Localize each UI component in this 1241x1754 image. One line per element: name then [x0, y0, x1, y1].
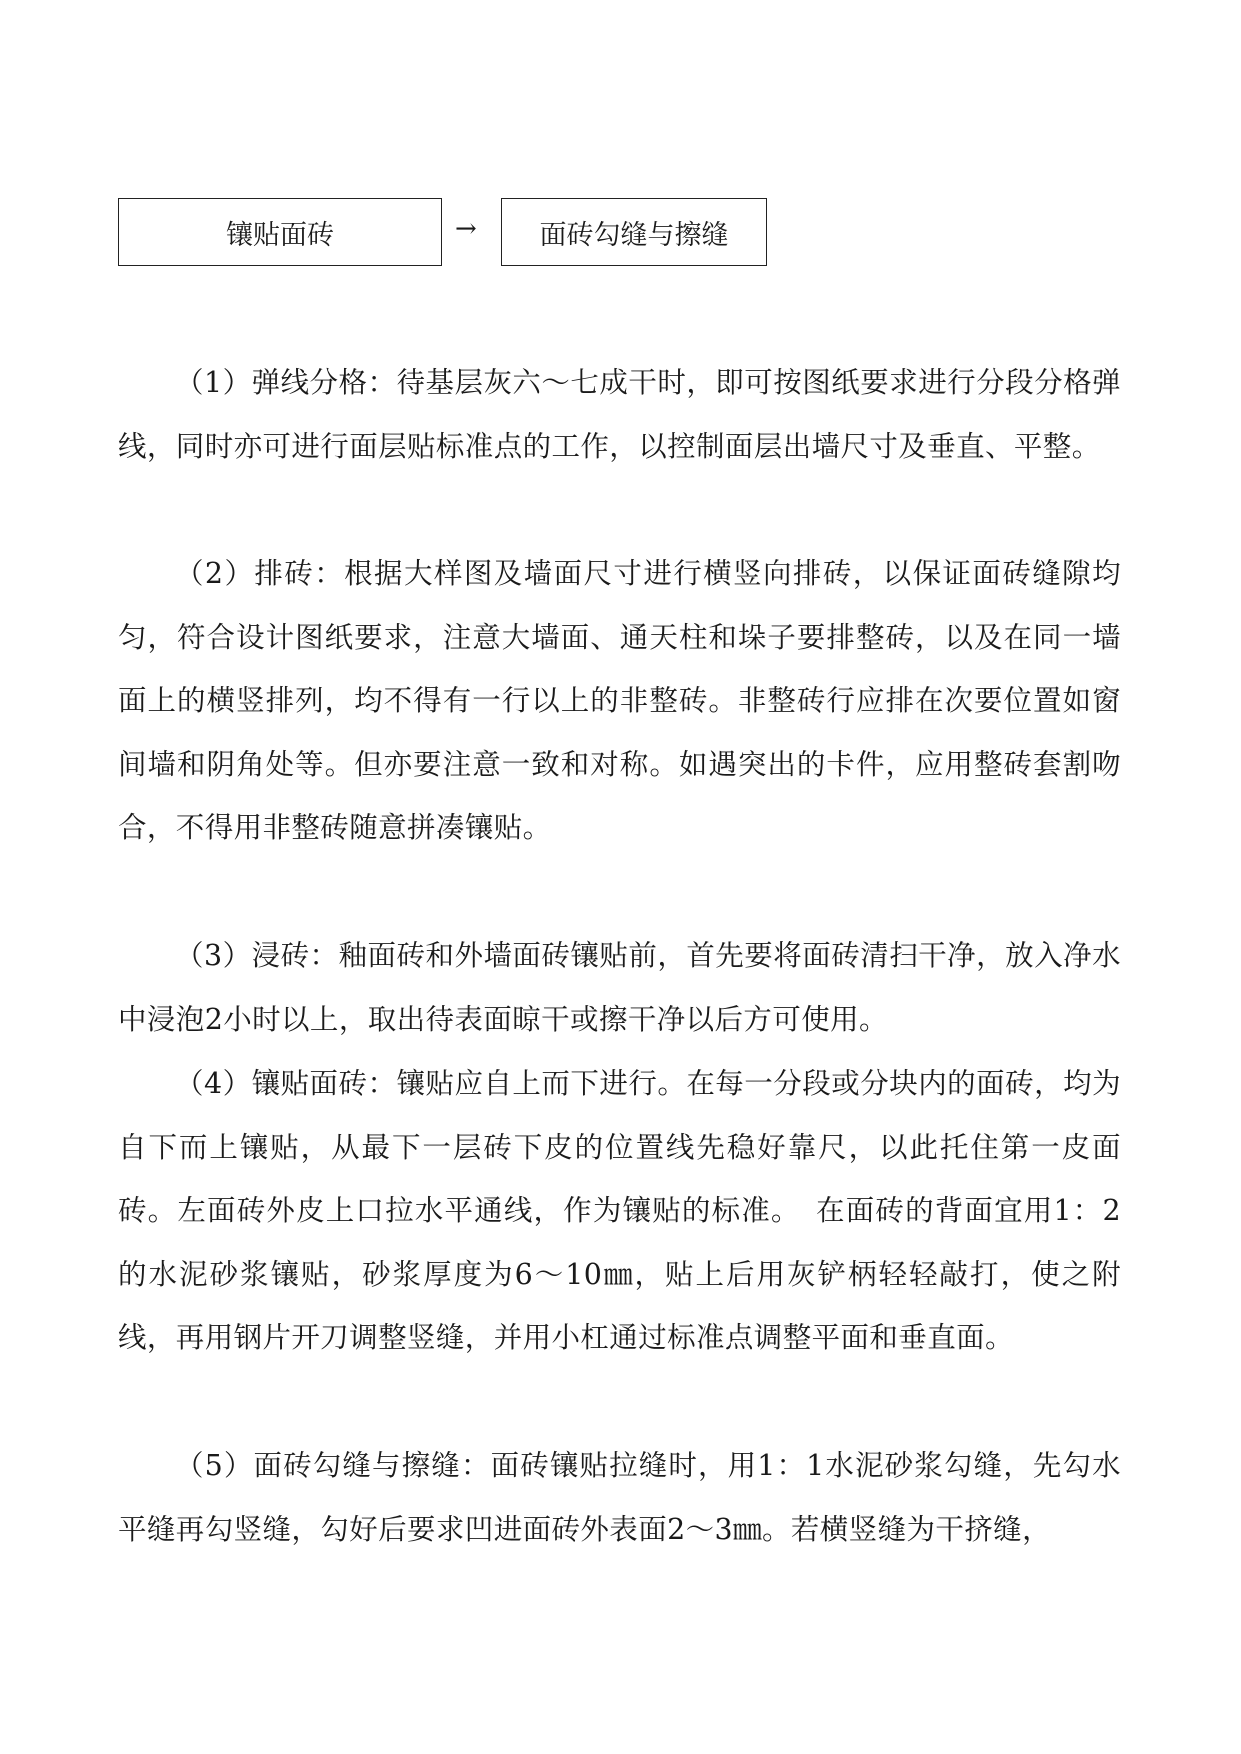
flow-step-box-jointing: [501, 198, 767, 266]
flow-step-label: 面砖勾缝与擦缝: [539, 219, 729, 251]
paragraph-soak-tiles: （3）浸砖：釉面砖和外墙面砖镶贴前，首先要将面砖清扫干净，放入净水中浸泡2小时以上，取出待表面晾干或擦干净以后方可使用。: [118, 939, 1121, 1036]
flow-arrow-icon: →: [455, 214, 477, 244]
flow-step-label: 镶贴面砖: [226, 219, 334, 251]
flow-step-box-tile-laying: [118, 198, 442, 266]
paragraph-jointing: （5）面砖勾缝与擦缝：面砖镶贴拉缝时，用1：1水泥砂浆勾缝，先勾水平缝再勾竖缝，勾好后要求凹进面砖外表面2～3㎜。若横竖缝为干挤缝，: [118, 1449, 1121, 1546]
paragraph-snap-line: （1）弹线分格：待基层灰六～七成干时，即可按图纸要求进行分段分格弹线，同时亦可进行面层贴标准点的工作，以控制面层出墙尺寸及垂直、平整。: [118, 366, 1121, 463]
paragraph-laying-tiles: （4）镶贴面砖：镶贴应自上而下进行。在每一分段或分块内的面砖，均为自下而上镶贴，从最下一层砖下皮的位置线先稳好靠尺，以此托住第一皮面砖。左面砖外皮上口拉水平通线，作为镶贴的标准。 在面砖的背面宜用1：2的水泥砂浆镶贴，砂浆厚度为6～10㎜，贴上后用灰铲柄轻轻敲打，使之附线，再用钢片开刀调整竖缝，并用小杠通过标准点调整平面和垂直面。: [118, 1067, 1121, 1355]
process-flowchart: [118, 198, 768, 268]
paragraph-tile-layout: （2）排砖：根据大样图及墙面尺寸进行横竖向排砖，以保证面砖缝隙均匀，符合设计图纸要求，注意大墙面、通天柱和垛子要排整砖，以及在同一墙面上的横竖排列，均不得有一行以上的非整砖。非整砖行应排在次要位置如窗间墙和阴角处等。但亦要注意一致和对称。如遇突出的卡件，应用整砖套割吻合，不得用非整砖随意拼凑镶贴。: [118, 557, 1121, 845]
